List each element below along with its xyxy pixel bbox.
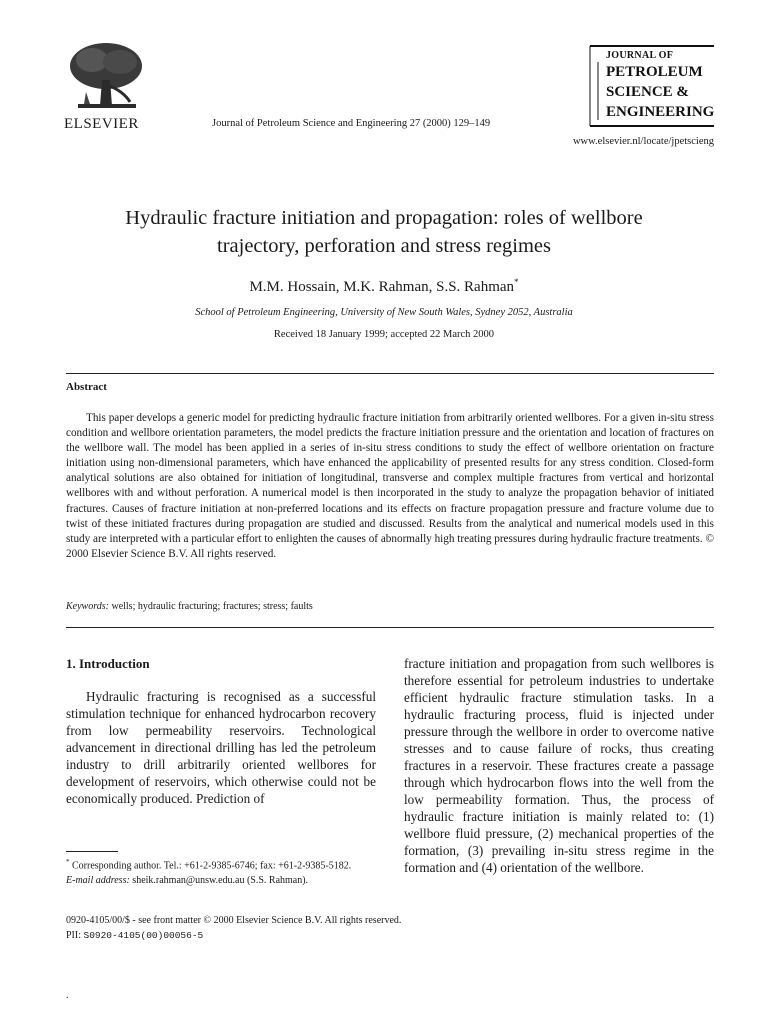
front-matter <box>66 913 401 943</box>
section-heading: 1. Introduction <box>66 656 150 671</box>
title-line-2: trajectory, perforation and stress regimes <box>217 235 551 257</box>
journal-citation: Journal of Petroleum Science and Engineering 27 (2000) 129–149 <box>212 118 491 129</box>
journal-url[interactable]: www.elsevier.nl/locate/jpetscieng <box>572 136 714 147</box>
footnote-rule <box>66 851 118 852</box>
footnote-email[interactable]: sheik.rahman@unsw.edu.au (S.S. Rahman). <box>132 875 309 887</box>
pii-label: PII: <box>66 930 81 941</box>
footnote-email-label: E-mail address: <box>66 875 130 887</box>
journal-box-line4: ENGINEERING <box>606 104 715 120</box>
publisher-name: ELSEVIER <box>64 116 139 132</box>
footnote-corresponding: Corresponding author. Tel.: +61-2-9385-6746; fax: +61-2-9385-5182. <box>72 860 352 872</box>
author-list <box>60 277 708 296</box>
affiliation: School of Petroleum Engineering, University of New South Wales, Sydney 2052, Australia <box>195 307 573 318</box>
corresponding-author-mark[interactable]: * <box>514 277 519 287</box>
journal-box-line1: JOURNAL OF <box>606 50 674 61</box>
page-mark: . <box>66 990 69 1001</box>
footnote-mark: * <box>66 858 70 866</box>
elsevier-tree-logo <box>64 40 148 114</box>
journal-logo-box <box>586 44 714 128</box>
abstract-bottom-rule <box>66 627 714 628</box>
footnote <box>66 855 376 888</box>
keywords <box>66 601 313 612</box>
keywords-list: wells; hydraulic fracturing; fractures; stress; faults <box>111 601 313 612</box>
right-column-paragraph: fracture initiation and propagation from such wellbores is therefore essential for petroleum industries to undertake efficient hydraulic fracture stimulation tasks. In a hydraulic fracturing process, fluid is injected under pressure through the wellbore in order to overcome native stresses and to cause failure of rocks, thus creating fractures in a reservoir. These fractures create a passage through which hydrocarbon flows into the well from the low permeability formation. Thus, the process of hydraulic fracture initiation is mainly related to: (1) wellbore fluid pressure, (2) mechanical properties of the formation, (3) prevailing in-situ stress regime in the formation and (4) orientation of the wellbore. <box>404 656 714 875</box>
journal-box-line2: PETROLEUM <box>606 64 703 80</box>
journal-box-line3: SCIENCE & <box>606 84 689 100</box>
authors-text: M.M. Hossain, M.K. Rahman, S.S. Rahman <box>249 279 515 295</box>
pii-value: S0920-4105(00)00056-5 <box>83 930 204 941</box>
left-column-paragraph: Hydraulic fracturing is recognised as a successful stimulation technique for enhanced hydrocarbon recovery from low permeability reservoirs. Technological advancement in directional drilling has led the petroleum industry to drill arbitrarily oriented wellbores for development of reservoirs, which otherwise could not be economically produced. Prediction of <box>66 689 376 806</box>
abstract-top-rule <box>66 373 714 374</box>
article-title <box>60 204 708 260</box>
received-dates: Received 18 January 1999; accepted 22 March 2000 <box>273 329 495 340</box>
front-matter-line: 0920-4105/00/$ - see front matter © 2000 Elsevier Science B.V. All rights reserved. <box>66 915 402 926</box>
abstract-heading: Abstract <box>66 381 107 393</box>
title-line-1: Hydraulic fracture initiation and propagation: roles of wellbore <box>125 207 643 229</box>
abstract-text: This paper develops a generic model for predicting hydraulic fracture initiation from arbitrarily oriented wellbores. For a given in-situ stress condition and wellbore orientation parameters, the model predicts the fracture initiation pressure and the orientation and location of fractures on the wellbore wall. The model has been applied in a series of in-situ stress conditions to study the effect of wellbore orientation on fracture initiation using non-dimensional parameters, which have enhanced the applicability of presented results for any stress condition. Closed-form analytical solutions are also obtained for initiation of longitudinal, transverse and complex multiple fractures from vertical and horizontal wellbores with and without perforation. A numerical model is then incorporated in the study to analyze the propagation behavior of initiated fractures. Causes of fracture initiation at non-preferred locations and its effects on fracture propagation pressure and fracture volume due to twist of these initiated fractures during propagation are studied and discussed. Results from the analytical and numerical models used in this study are interpreted with a particular effort to enlighten the causes of abnormally high treating pressures during hydraulic fracture treatments. © 2000 Elsevier Science B.V. All rights reserved. <box>66 412 714 560</box>
keywords-label: Keywords: <box>66 601 109 612</box>
